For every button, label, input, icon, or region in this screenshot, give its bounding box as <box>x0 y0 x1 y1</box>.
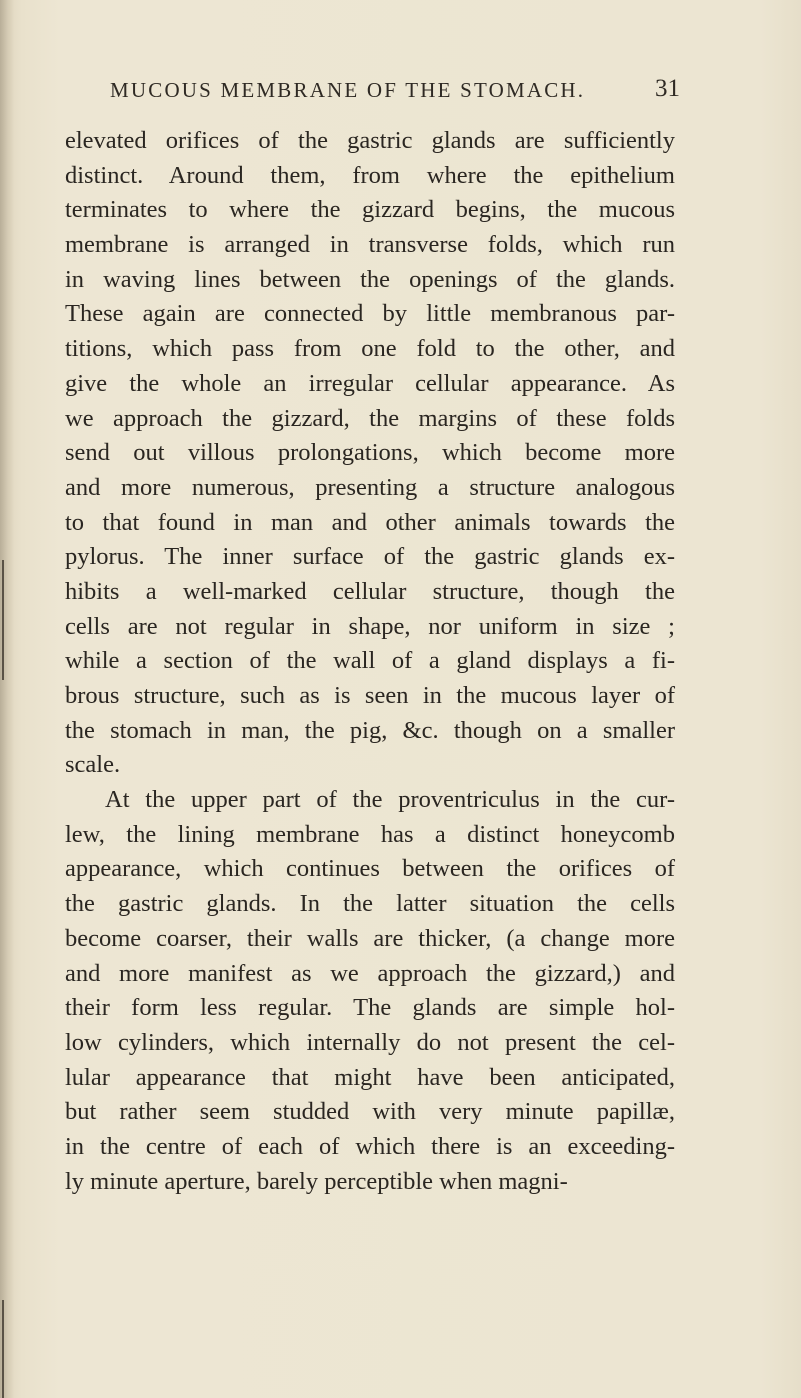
text-line: brous structure, such as is seen in the mucous layer of <box>65 682 675 709</box>
text-line: These again are connected by little membranous par- <box>65 300 675 328</box>
text-line: terminates to where the gizzard begins, the mucous <box>65 196 675 224</box>
gutter-mark <box>2 560 4 680</box>
body-text <box>65 124 675 1199</box>
text-line: the stomach in man, the pig, &c. though on a smaller <box>65 716 675 744</box>
text-line: and more manifest as we approach the gizzard,) and <box>65 959 675 987</box>
text-line: while a section of the wall of a gland displays a fi- <box>65 647 675 675</box>
text-line: scale. <box>65 751 121 779</box>
text-line: their form less regular. The glands are simple hol- <box>65 994 675 1022</box>
text-line: lew, the lining membrane has a distinct honeycomb <box>65 820 675 848</box>
page-number: 31 <box>655 75 680 102</box>
text-line: in waving lines between the openings of the glands. <box>65 265 675 293</box>
paragraph <box>65 783 675 1199</box>
text-line: low cylinders, which internally do not present the cel- <box>65 1028 675 1056</box>
text-line: elevated orifices of the gastric glands are sufficiently <box>65 127 675 154</box>
binding-gutter <box>0 0 14 1398</box>
text-line: cells are not regular in shape, nor uniform in size ; <box>65 612 675 640</box>
text-line: At the upper part of the proventriculus in the cur- <box>105 786 675 814</box>
text-line: appearance, which continues between the orifices of <box>65 855 675 883</box>
text-line: send out villous prolongations, which become more <box>65 439 675 467</box>
text-line: we approach the gizzard, the margins of these folds <box>65 404 675 432</box>
text-line: and more numerous, presenting a structure analogous <box>65 473 675 501</box>
text-line: to that found in man and other animals towards the <box>65 508 675 536</box>
running-title: MUCOUS MEMBRANE OF THE STOMACH. <box>110 78 586 102</box>
paragraph <box>65 124 675 783</box>
text-line: but rather seem studded with very minute papillæ, <box>65 1098 675 1126</box>
text-line: in the centre of each of which there is an exceeding- <box>65 1132 675 1160</box>
text-line: lular appearance that might have been anticipated, <box>65 1063 675 1091</box>
text-line: hibits a well-marked cellular structure, though the <box>65 577 675 605</box>
text-line: give the whole an irregular cellular appearance. As <box>65 369 675 397</box>
text-line: distinct. Around them, from where the epithelium <box>65 161 675 189</box>
text-line: membrane is arranged in transverse folds, which run <box>65 231 675 259</box>
text-line: titions, which pass from one fold to the other, and <box>65 335 675 363</box>
text-line: pylorus. The inner surface of the gastric glands ex- <box>65 543 675 571</box>
text-line: ly minute aperture, barely perceptible when magni- <box>65 1167 568 1195</box>
text-line: become coarser, their walls are thicker, (a change more <box>65 924 675 952</box>
text-line: the gastric glands. In the latter situation the cells <box>65 890 675 918</box>
page-header <box>110 75 680 114</box>
gutter-mark <box>2 1300 4 1398</box>
